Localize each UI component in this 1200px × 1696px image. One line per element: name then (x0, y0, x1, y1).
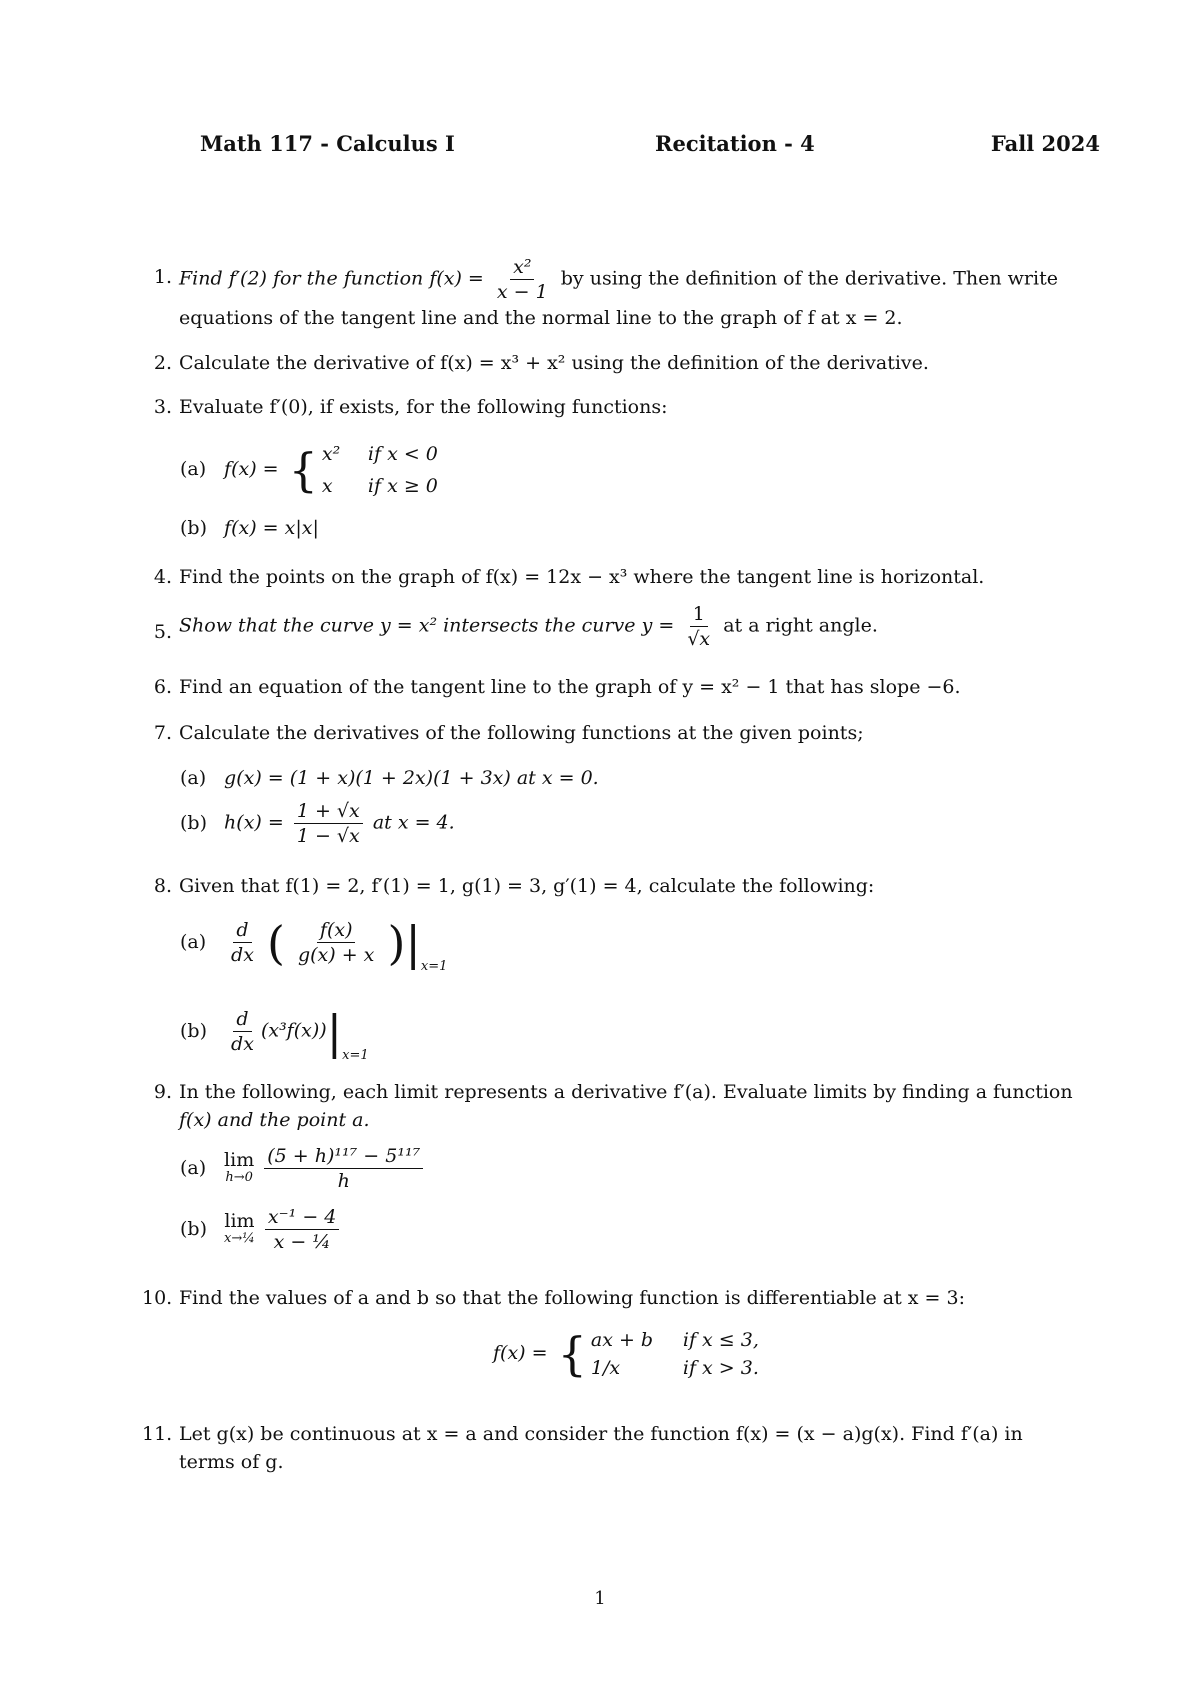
problem-text: In the following, each limit represents a derivative f′(a). Evaluate limits by finding a function (179, 1081, 1073, 1103)
problem-text-continued: terms of g. (179, 1451, 284, 1473)
problem-9b: (b) lim x→¼ $\frac{\text{x⁻¹ − 4}}{\text{x − ¼}}$ (180, 1205, 1080, 1254)
derivative-operator: $\frac{d}{dx}$ (231, 919, 254, 966)
problem-text: Find an equation of the tangent line to the graph of y = x² − 1 that has slope −6. (179, 676, 961, 698)
problem-text: Evaluate f′(0), if exists, for the following functions: (179, 396, 668, 418)
problem-number: 11. (142, 1423, 173, 1445)
piecewise: { x² if x < 0 x if x ≥ 0 (288, 443, 438, 497)
problem-text: Find the values of a and b so that the following function is differentiable at x = 3: (179, 1287, 965, 1309)
problem-text: Calculate the derivatives of the following functions at the given points; (179, 722, 864, 744)
page-header (200, 131, 1100, 161)
fraction: $\frac{1}{√x}$ (687, 603, 711, 650)
problem-text: Find the points on the graph of f(x) = 12x − x³ where the tangent line is horizontal. (179, 566, 985, 588)
problem-9a: (a) lim h→0 $\frac{\text{(5 + h)¹¹⁷ − 5¹¹⁷}}{h}$ (180, 1144, 1080, 1193)
problem-3a: (a) f(x) = { x² if x < 0 x if x ≥ 0 (180, 438, 1080, 502)
problem-text: Let g(x) be continuous at x = a and consider the function f(x) = (x − a)g(x). Find f′(a) in (179, 1423, 1023, 1445)
problem-7b: (b) h(x) = $\frac{1 + √x}{1 - √x}$ at x = 4. (180, 800, 455, 847)
fraction: $\frac{\text{(5 + h)¹¹⁷ − 5¹¹⁷}}{h}$ (264, 1144, 423, 1193)
problem-number: 1. (153, 266, 172, 288)
problem-3b: (b) f(x) = x|x| (180, 517, 319, 539)
problem-number: 9. (153, 1081, 172, 1103)
problem-7a: (a) g(x) = (1 + x)(1 + 2x)(1 + 3x) at x = 0. (180, 767, 599, 789)
course-title: Math 117 - Calculus I (200, 131, 455, 156)
problem-number: 4. (153, 566, 172, 588)
problem-text: by using the definition of the derivative. Then write (560, 267, 1058, 290)
limit-operator: lim x→¼ (224, 1209, 255, 1246)
problem-number: 10. (142, 1287, 173, 1309)
close-paren: ) (387, 915, 406, 970)
problem-8a: (a) $\frac{d}{dx}$ ( $\frac{f(x)}{g(x) + x}$ )$|_{x=1}$ (180, 915, 448, 974)
problem-number: 8. (153, 875, 172, 897)
fraction: $\frac{\text{x²}}{x - 1}$ (496, 256, 548, 303)
evaluation-bar: | (405, 915, 421, 970)
problem-10-function: f(x) = { ax + b if x ≤ 3, 1/x if x > 3. (493, 1327, 759, 1381)
fraction: $\frac{\text{x⁻¹ − 4}}{\text{x − ¼}}$ (265, 1205, 339, 1254)
recitation-title: Recitation - 4 (655, 131, 815, 156)
problem-number: 5. (153, 621, 172, 643)
problem-lead: Find f′(2) for the function f(x) = (179, 267, 484, 290)
open-paren: ( (266, 915, 285, 970)
term: Fall 2024 (990, 131, 1100, 156)
piecewise: { ax + b if x ≤ 3, 1/x if x > 3. (557, 1327, 759, 1381)
problem-text-continued: equations of the tangent line and the normal line to the graph of f at x = 2. (179, 307, 903, 329)
problem-number: 3. (153, 396, 172, 418)
problem-8b: (b) $\frac{d}{dx}$ $(x^3f(x))|_{x=1}$ (180, 1004, 369, 1063)
fraction: $\frac{f(x)}{g(x) + x}$ (297, 919, 375, 966)
evaluation-bar: | (326, 1004, 343, 1059)
problem-text: Given that f(1) = 2, f′(1) = 1, g(1) = 3, g′(1) = 4, calculate the following: (179, 875, 875, 897)
left-brace: { (288, 443, 318, 497)
problem-text-continued: f(x) and the point a. (179, 1109, 370, 1131)
left-brace: { (557, 1327, 587, 1381)
derivative-operator: $\frac{d}{dx}$ (231, 1008, 254, 1055)
limit-operator: lim h→0 (224, 1148, 255, 1185)
problem-number: 7. (153, 722, 172, 744)
page-number: 1 (594, 1588, 606, 1609)
problem-text: Calculate the derivative of f(x) = x³ + x² using the definition of the derivative. (179, 352, 929, 374)
problem-number: 2. (153, 352, 172, 374)
problem-number: 6. (153, 676, 172, 698)
fraction: $\frac{1 + √x}{1 - √x}$ (294, 799, 363, 848)
